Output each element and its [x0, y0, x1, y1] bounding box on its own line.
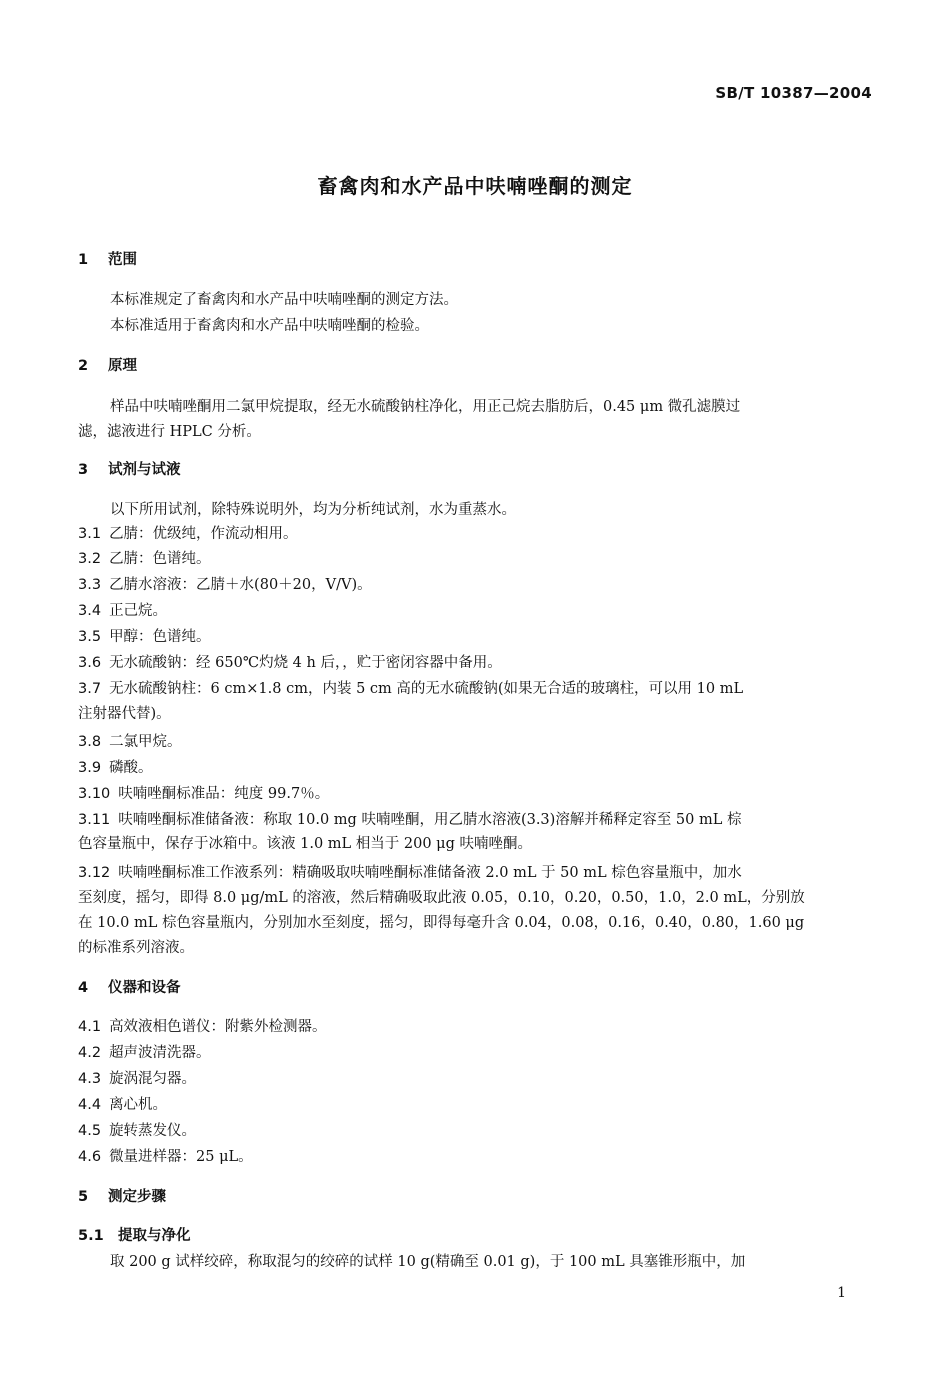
paragraph: 样品中呋喃唑酮用二氯甲烷提取，经无水硫酸钠柱净化，用正己烷去脂肪后，0.45 μm 微孔滤膜过	[110, 399, 741, 415]
clause-number: 3.7	[78, 681, 102, 697]
section-title: 仪器和设备	[108, 980, 181, 996]
clause-number: 3.3	[78, 577, 102, 593]
section-number: 2	[78, 358, 89, 374]
clause-continuation: 色容量瓶中，保存于冰箱中。该液 1.0 mL 相当于 200 μg 呋喃唑酮。	[78, 836, 532, 852]
clause-number: 3.5	[78, 629, 102, 645]
clause-text: 无水硫酸钠柱：6 cm×1.8 cm，内装 5 cm 高的无水硫酸钠(如果无合适的玻璃柱，可以用 10 mL	[109, 681, 744, 697]
clause-number: 3.4	[78, 603, 102, 619]
standard-number: SB/T 10387—2004	[715, 84, 872, 102]
clause-4-1	[78, 1015, 868, 1039]
section-2-heading	[78, 354, 137, 375]
clause-text: 乙腈：色谱纯。	[109, 551, 211, 567]
clause-number: 4.2	[78, 1045, 102, 1061]
clause-3-9	[78, 756, 868, 780]
clause-3-11	[78, 808, 868, 832]
section-number: 5	[78, 1189, 89, 1205]
clause-3-8	[78, 730, 868, 754]
clause-text: 呋喃唑酮标准储备液：称取 10.0 mg 呋喃唑酮，用乙腈水溶液(3.3)溶解并稀释定容至 50 mL 棕	[118, 812, 742, 828]
clause-number: 4.1	[78, 1019, 102, 1035]
section-title: 试剂与试液	[108, 462, 181, 478]
document-title: 畜禽肉和水产品中呋喃唑酮的测定	[317, 174, 633, 198]
clause-3-3	[78, 573, 868, 597]
clause-text: 正己烷。	[109, 603, 168, 619]
clause-number: 4.5	[78, 1123, 102, 1139]
section-3-heading	[78, 458, 181, 479]
clause-number: 4.4	[78, 1097, 102, 1113]
clause-number: 3.8	[78, 734, 102, 750]
clause-text: 旋涡混匀器。	[109, 1071, 197, 1087]
clause-text: 无水硫酸钠：经 650℃灼烧 4 h 后，，贮于密闭容器中备用。	[109, 655, 502, 671]
subsection-title: 提取与净化	[118, 1228, 191, 1244]
clause-3-10	[78, 782, 868, 806]
clause-3-12	[78, 861, 868, 885]
clause-number: 3.1	[78, 526, 102, 542]
section-1-heading	[78, 248, 137, 269]
clause-number: 3.12	[78, 865, 111, 881]
clause-3-7	[78, 677, 868, 701]
paragraph: 滤，滤液进行 HPLC 分析。	[78, 424, 261, 440]
paragraph: 取 200 g 试样绞碎，称取混匀的绞碎的试样 10 g(精确至 0.01 g)，于 100 mL 具塞锥形瓶中，加	[110, 1254, 746, 1270]
clause-4-3	[78, 1067, 868, 1091]
clause-number: 4.6	[78, 1149, 102, 1165]
clause-4-6	[78, 1145, 868, 1169]
clause-continuation: 的标准系列溶液。	[78, 940, 194, 956]
clause-number: 4.3	[78, 1071, 102, 1087]
clause-text: 离心机。	[109, 1097, 168, 1113]
clause-text: 乙腈水溶液：乙腈＋水(80＋20，V/V)。	[109, 577, 372, 593]
section-title: 原理	[108, 358, 137, 374]
clause-text: 二氯甲烷。	[109, 734, 182, 750]
clause-text: 高效液相色谱仪：附紫外检测器。	[109, 1019, 327, 1035]
clause-text: 呋喃唑酮标准工作液系列：精确吸取呋喃唑酮标准储备液 2.0 mL 于 50 mL 棕色容量瓶中，加水	[118, 865, 742, 881]
clause-3-6	[78, 651, 868, 675]
paragraph: 本标准适用于畜禽肉和水产品中呋喃唑酮的检验。	[110, 318, 429, 334]
clause-number: 3.2	[78, 551, 102, 567]
section-title: 范围	[108, 252, 137, 268]
clause-continuation: 在 10.0 mL 棕色容量瓶内，分别加水至刻度，摇匀，即得每毫升含 0.04，0.08，0.16，0.40，0.80，1.60 μg	[78, 915, 805, 931]
clause-text: 甲醇：色谱纯。	[109, 629, 211, 645]
clause-4-5	[78, 1119, 868, 1143]
section-title: 测定步骤	[108, 1189, 166, 1205]
clause-number: 3.11	[78, 812, 111, 828]
clause-text: 呋喃唑酮标准品：纯度 99.7％。	[118, 786, 330, 802]
section-number: 3	[78, 462, 89, 478]
clause-number: 3.9	[78, 760, 102, 776]
clause-text: 微量进样器：25 μL。	[109, 1149, 253, 1165]
clause-3-4	[78, 599, 868, 623]
paragraph: 以下所用试剂，除特殊说明外，均为分析纯试剂，水为重蒸水。	[110, 502, 516, 518]
clause-text: 乙腈：优级纯，作流动相用。	[109, 526, 298, 542]
page-number: 1	[837, 1285, 846, 1301]
clause-text: 超声波清洗器。	[109, 1045, 211, 1061]
clause-text: 磷酸。	[109, 760, 153, 776]
section-5-heading	[78, 1185, 166, 1206]
clause-3-5	[78, 625, 868, 649]
section-number: 4	[78, 980, 89, 996]
clause-4-2	[78, 1041, 868, 1065]
clause-number: 3.10	[78, 786, 111, 802]
paragraph: 本标准规定了畜禽肉和水产品中呋喃唑酮的测定方法。	[110, 292, 458, 308]
section-4-heading	[78, 976, 181, 997]
clause-number: 3.6	[78, 655, 102, 671]
clause-continuation: 至刻度，摇匀，即得 8.0 μg/mL 的溶液，然后精确吸取此液 0.05，0.10，0.20，0.50，1.0，2.0 mL，分别放	[78, 890, 805, 906]
clause-3-1	[78, 522, 868, 546]
clause-4-4	[78, 1093, 868, 1117]
subsection-5-1-heading	[78, 1224, 191, 1245]
clause-continuation: 注射器代替)。	[78, 706, 171, 722]
clause-text: 旋转蒸发仪。	[109, 1123, 197, 1139]
section-number: 1	[78, 252, 89, 268]
clause-3-2	[78, 547, 868, 571]
subsection-number: 5.1	[78, 1228, 104, 1244]
